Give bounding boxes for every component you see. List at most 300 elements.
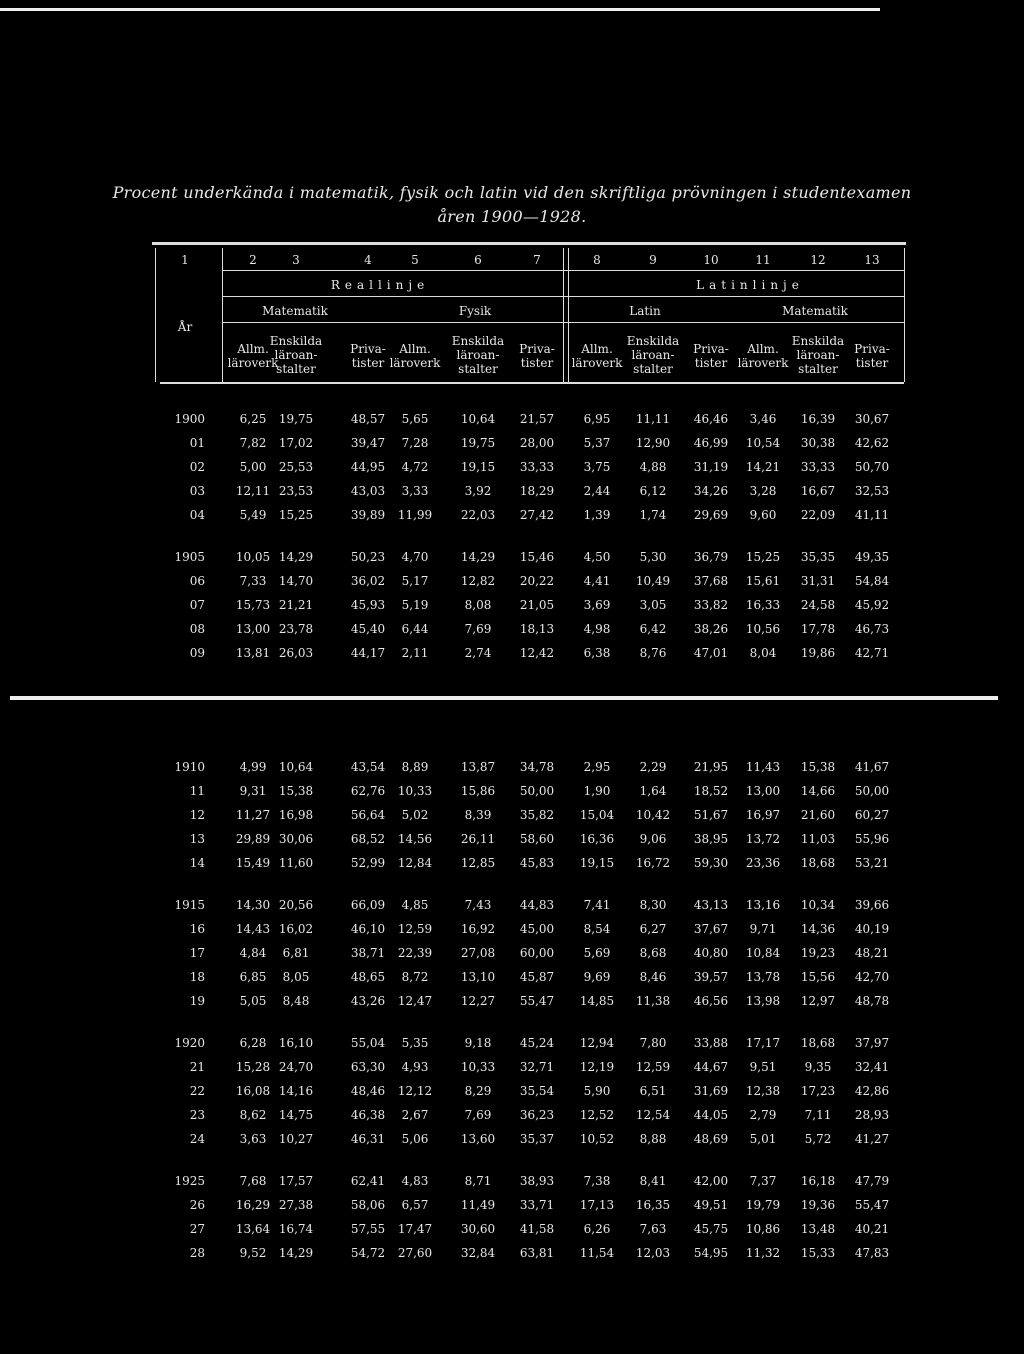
table-title-line1: Procent underkända i matematik, fysik och latin vid den skriftliga prövningen i studentexamen <box>112 183 912 202</box>
bottom-row-cell: 40,80 <box>693 946 729 960</box>
bottom-row-cell: 12,59 <box>635 1060 671 1074</box>
top-row-cell: 5,65 <box>401 412 429 426</box>
top-row-cell: 15,73 <box>235 598 271 612</box>
top-row-cell: 19,86 <box>800 646 836 660</box>
bottom-row-cell: 19,15 <box>579 856 615 870</box>
top-row-year: 04 <box>189 508 205 522</box>
bottom-row-cell: 50,00 <box>854 784 890 798</box>
bottom-row-year: 1925 <box>174 1174 205 1188</box>
bottom-row-cell: 41,58 <box>519 1222 555 1236</box>
bottom-row-cell: 60,27 <box>854 808 890 822</box>
bottom-row-cell: 9,69 <box>583 970 611 984</box>
top-row-cell: 48,57 <box>350 412 386 426</box>
top-row-cell: 14,70 <box>278 574 314 588</box>
top-row-cell: 7,28 <box>401 436 429 450</box>
bottom-row-cell: 8,68 <box>639 946 667 960</box>
bottom-row-cell: 39,57 <box>693 970 729 984</box>
bottom-row-cell: 35,37 <box>519 1132 555 1146</box>
bottom-row-cell: 8,29 <box>464 1084 492 1098</box>
bottom-row-year: 11 <box>189 784 205 798</box>
top-row-cell: 42,71 <box>854 646 890 660</box>
bottom-row-cell: 5,90 <box>583 1084 611 1098</box>
bottom-row-cell: 12,12 <box>397 1084 433 1098</box>
bottom-row-cell: 14,29 <box>278 1246 314 1260</box>
top-row-cell: 9,60 <box>749 508 777 522</box>
top-row-cell: 7,69 <box>464 622 492 636</box>
bottom-row-cell: 41,67 <box>854 760 890 774</box>
bottom-row-year: 1915 <box>174 898 205 912</box>
bottom-row-cell: 7,37 <box>749 1174 777 1188</box>
top-row-cell: 50,70 <box>854 460 890 474</box>
top-row-cell: 14,21 <box>745 460 781 474</box>
bottom-row-cell: 8,54 <box>583 922 611 936</box>
top-row-cell: 11,99 <box>397 508 433 522</box>
bottom-row-cell: 26,11 <box>460 832 496 846</box>
top-row-cell: 5,30 <box>639 550 667 564</box>
top-row-cell: 44,17 <box>350 646 386 660</box>
bottom-row-cell: 58,06 <box>350 1198 386 1212</box>
subject-header-matematik: Matematik <box>262 304 328 318</box>
top-row-cell: 35,35 <box>800 550 836 564</box>
column-number: 11 <box>755 253 771 267</box>
bottom-row-cell: 17,57 <box>278 1174 314 1188</box>
bottom-row-cell: 40,19 <box>854 922 890 936</box>
bottom-row-cell: 42,70 <box>854 970 890 984</box>
bottom-row-cell: 47,83 <box>854 1246 890 1260</box>
top-row-cell: 15,25 <box>745 550 781 564</box>
top-row-cell: 42,62 <box>854 436 890 450</box>
bottom-row-cell: 40,21 <box>854 1222 890 1236</box>
bottom-row-cell: 24,70 <box>278 1060 314 1074</box>
bottom-row-cell: 13,60 <box>460 1132 496 1146</box>
top-row-cell: 1,74 <box>639 508 667 522</box>
top-row-cell: 6,44 <box>401 622 429 636</box>
bottom-row-cell: 6,57 <box>401 1198 429 1212</box>
bottom-row-cell: 9,51 <box>749 1060 777 1074</box>
top-row-cell: 30,38 <box>800 436 836 450</box>
bottom-row-year: 26 <box>189 1198 205 1212</box>
bottom-row-cell: 54,95 <box>693 1246 729 1260</box>
bottom-row-cell: 16,35 <box>635 1198 671 1212</box>
bottom-row-cell: 10,34 <box>800 898 836 912</box>
header-vline <box>155 248 156 382</box>
bottom-row-cell: 11,43 <box>745 760 781 774</box>
bottom-row-cell: 48,21 <box>854 946 890 960</box>
bottom-row-cell: 39,66 <box>854 898 890 912</box>
top-row-cell: 8,08 <box>464 598 492 612</box>
bottom-row-year: 12 <box>189 808 205 822</box>
top-row-cell: 2,74 <box>464 646 492 660</box>
bottom-row-year: 21 <box>189 1060 205 1074</box>
top-row-cell: 13,81 <box>235 646 271 660</box>
sub-header: Priva- tister <box>519 342 555 370</box>
bottom-row-cell: 12,54 <box>635 1108 671 1122</box>
top-row-cell: 5,49 <box>239 508 267 522</box>
bottom-row-cell: 6,51 <box>639 1084 667 1098</box>
bottom-row-cell: 11,27 <box>235 808 271 822</box>
bottom-row-cell: 11,49 <box>460 1198 496 1212</box>
bottom-row-cell: 12,84 <box>397 856 433 870</box>
subject-header-latin: Latin <box>629 304 661 318</box>
bottom-row-year: 24 <box>189 1132 205 1146</box>
bottom-row-cell: 21,95 <box>693 760 729 774</box>
top-row-cell: 27,42 <box>519 508 555 522</box>
bottom-row-cell: 13,72 <box>745 832 781 846</box>
bottom-row-cell: 4,99 <box>239 760 267 774</box>
column-number: 1 <box>181 253 189 267</box>
bottom-row-cell: 68,52 <box>350 832 386 846</box>
bottom-row-cell: 33,71 <box>519 1198 555 1212</box>
bottom-row-cell: 45,87 <box>519 970 555 984</box>
bottom-row-cell: 4,93 <box>401 1060 429 1074</box>
top-row-cell: 8,04 <box>749 646 777 660</box>
bottom-row-cell: 66,09 <box>350 898 386 912</box>
top-row-cell: 30,67 <box>854 412 890 426</box>
bottom-row-cell: 16,10 <box>278 1036 314 1050</box>
bottom-row-cell: 19,79 <box>745 1198 781 1212</box>
bottom-row-cell: 6,85 <box>239 970 267 984</box>
top-row-cell: 46,46 <box>693 412 729 426</box>
bottom-row-cell: 12,94 <box>579 1036 615 1050</box>
top-row-cell: 4,72 <box>401 460 429 474</box>
top-row-cell: 33,33 <box>800 460 836 474</box>
bottom-row-cell: 48,46 <box>350 1084 386 1098</box>
column-number: 4 <box>364 253 372 267</box>
bottom-row-cell: 38,93 <box>519 1174 555 1188</box>
bottom-row-cell: 55,04 <box>350 1036 386 1050</box>
bottom-row-cell: 46,56 <box>693 994 729 1008</box>
table-title-line2: åren 1900—1928. <box>437 207 587 226</box>
bottom-row-cell: 20,56 <box>278 898 314 912</box>
bottom-row-cell: 11,03 <box>800 832 836 846</box>
top-row-cell: 6,42 <box>639 622 667 636</box>
top-row-cell: 13,00 <box>235 622 271 636</box>
bottom-row-cell: 27,08 <box>460 946 496 960</box>
top-row-cell: 54,84 <box>854 574 890 588</box>
bottom-row-cell: 7,80 <box>639 1036 667 1050</box>
bottom-row-cell: 8,39 <box>464 808 492 822</box>
bottom-row-cell: 11,38 <box>635 994 671 1008</box>
top-row-cell: 45,40 <box>350 622 386 636</box>
top-row-cell: 18,13 <box>519 622 555 636</box>
top-row-cell: 16,67 <box>800 484 836 498</box>
bottom-row-cell: 13,78 <box>745 970 781 984</box>
top-row-cell: 4,98 <box>583 622 611 636</box>
bottom-row-cell: 8,30 <box>639 898 667 912</box>
bottom-row-year: 28 <box>189 1246 205 1260</box>
top-rule <box>0 8 880 11</box>
bottom-row-cell: 10,64 <box>278 760 314 774</box>
bottom-row-cell: 45,24 <box>519 1036 555 1050</box>
bottom-row-cell: 6,28 <box>239 1036 267 1050</box>
bottom-row-cell: 1,90 <box>583 784 611 798</box>
top-row-cell: 1,39 <box>583 508 611 522</box>
top-row-cell: 33,33 <box>519 460 555 474</box>
bottom-row-cell: 15,38 <box>278 784 314 798</box>
bottom-row-cell: 4,84 <box>239 946 267 960</box>
bottom-row-cell: 30,06 <box>278 832 314 846</box>
bottom-row-cell: 16,02 <box>278 922 314 936</box>
top-row-cell: 46,99 <box>693 436 729 450</box>
top-row-cell: 4,70 <box>401 550 429 564</box>
bottom-row-cell: 54,72 <box>350 1246 386 1260</box>
bottom-row-cell: 16,74 <box>278 1222 314 1236</box>
bottom-row-cell: 11,32 <box>745 1246 781 1260</box>
top-row-cell: 15,61 <box>745 574 781 588</box>
bottom-row-cell: 45,83 <box>519 856 555 870</box>
bottom-row-cell: 14,75 <box>278 1108 314 1122</box>
bottom-row-cell: 8,89 <box>401 760 429 774</box>
bottom-row-cell: 58,60 <box>519 832 555 846</box>
bottom-row-cell: 14,30 <box>235 898 271 912</box>
top-row-cell: 41,11 <box>854 508 890 522</box>
bottom-row-cell: 56,64 <box>350 808 386 822</box>
top-row-cell: 21,21 <box>278 598 314 612</box>
bottom-row-cell: 45,75 <box>693 1222 729 1236</box>
bottom-row-cell: 8,05 <box>282 970 310 984</box>
top-row-cell: 3,46 <box>749 412 777 426</box>
top-row-cell: 23,53 <box>278 484 314 498</box>
bottom-row-cell: 50,00 <box>519 784 555 798</box>
bottom-row-cell: 10,27 <box>278 1132 314 1146</box>
bottom-row-cell: 27,38 <box>278 1198 314 1212</box>
bottom-row-cell: 13,64 <box>235 1222 271 1236</box>
top-row-cell: 3,05 <box>639 598 667 612</box>
bottom-row-cell: 48,78 <box>854 994 890 1008</box>
bottom-row-cell: 43,13 <box>693 898 729 912</box>
top-row-year: 09 <box>189 646 205 660</box>
top-row-cell: 12,90 <box>635 436 671 450</box>
top-row-cell: 22,09 <box>800 508 836 522</box>
subject-header-fysik: Fysik <box>458 304 492 318</box>
bottom-row-cell: 36,23 <box>519 1108 555 1122</box>
bottom-row-cell: 7,68 <box>239 1174 267 1188</box>
bottom-row-cell: 7,11 <box>804 1108 832 1122</box>
top-row-cell: 28,00 <box>519 436 555 450</box>
bottom-row-cell: 17,17 <box>745 1036 781 1050</box>
bottom-row-cell: 29,89 <box>235 832 271 846</box>
bottom-row-cell: 7,43 <box>464 898 492 912</box>
sub-header: Enskilda läroan- stalter <box>791 334 845 376</box>
top-row-cell: 11,11 <box>635 412 671 426</box>
bottom-row-cell: 5,05 <box>239 994 267 1008</box>
bottom-row-cell: 7,41 <box>583 898 611 912</box>
column-number: 9 <box>649 253 657 267</box>
top-row-cell: 12,42 <box>519 646 555 660</box>
top-row-cell: 26,03 <box>278 646 314 660</box>
bottom-row-cell: 35,54 <box>519 1084 555 1098</box>
top-row-cell: 8,76 <box>639 646 667 660</box>
bottom-row-cell: 16,18 <box>800 1174 836 1188</box>
bottom-row-cell: 10,33 <box>397 784 433 798</box>
group-header-reallinje: Reallinje <box>330 278 430 292</box>
top-row-cell: 15,25 <box>278 508 314 522</box>
subject-header-matematik-latinlinje: Matematik <box>782 304 848 318</box>
bottom-row-cell: 38,95 <box>693 832 729 846</box>
top-row-cell: 17,02 <box>278 436 314 450</box>
bottom-row-cell: 9,31 <box>239 784 267 798</box>
bottom-row-cell: 14,85 <box>579 994 615 1008</box>
bottom-row-cell: 38,71 <box>350 946 386 960</box>
top-row-cell: 6,12 <box>639 484 667 498</box>
bottom-row-cell: 12,97 <box>800 994 836 1008</box>
bottom-row-cell: 59,30 <box>693 856 729 870</box>
column-number: 7 <box>533 253 541 267</box>
bottom-row-cell: 19,36 <box>800 1198 836 1212</box>
top-row-cell: 19,75 <box>460 436 496 450</box>
bottom-row-year: 1920 <box>174 1036 205 1050</box>
top-row-cell: 21,57 <box>519 412 555 426</box>
top-row-cell: 5,37 <box>583 436 611 450</box>
bottom-row-cell: 14,56 <box>397 832 433 846</box>
bottom-row-cell: 15,04 <box>579 808 615 822</box>
bottom-row-cell: 9,52 <box>239 1246 267 1260</box>
top-row-cell: 31,31 <box>800 574 836 588</box>
column-number: 6 <box>474 253 482 267</box>
top-row-cell: 16,39 <box>800 412 836 426</box>
bottom-row-cell: 49,51 <box>693 1198 729 1212</box>
bottom-row-cell: 10,52 <box>579 1132 615 1146</box>
bottom-row-cell: 42,00 <box>693 1174 729 1188</box>
column-number: 13 <box>864 253 880 267</box>
top-row-cell: 46,73 <box>854 622 890 636</box>
bottom-row-cell: 5,06 <box>401 1132 429 1146</box>
bottom-row-cell: 5,69 <box>583 946 611 960</box>
bottom-row-cell: 62,76 <box>350 784 386 798</box>
bottom-row-cell: 8,72 <box>401 970 429 984</box>
bottom-row-cell: 33,88 <box>693 1036 729 1050</box>
top-row-cell: 3,33 <box>401 484 429 498</box>
bottom-row-cell: 27,60 <box>397 1246 433 1260</box>
column-number: 10 <box>703 253 719 267</box>
top-row-year: 07 <box>189 598 205 612</box>
top-row-cell: 4,88 <box>639 460 667 474</box>
bottom-row-year: 23 <box>189 1108 205 1122</box>
bottom-row-cell: 15,86 <box>460 784 496 798</box>
top-row-cell: 10,05 <box>235 550 271 564</box>
top-row-cell: 16,33 <box>745 598 781 612</box>
bottom-row-cell: 12,19 <box>579 1060 615 1074</box>
top-row-cell: 39,47 <box>350 436 386 450</box>
top-row-cell: 21,05 <box>519 598 555 612</box>
bottom-row-cell: 42,86 <box>854 1084 890 1098</box>
bottom-row-cell: 2,67 <box>401 1108 429 1122</box>
bottom-row-cell: 15,49 <box>235 856 271 870</box>
top-row-cell: 39,89 <box>350 508 386 522</box>
bottom-row-cell: 53,21 <box>854 856 890 870</box>
bottom-row-cell: 12,47 <box>397 994 433 1008</box>
top-row-cell: 23,78 <box>278 622 314 636</box>
top-row-cell: 3,69 <box>583 598 611 612</box>
top-row-cell: 15,46 <box>519 550 555 564</box>
top-row-cell: 7,33 <box>239 574 267 588</box>
column-number: 3 <box>292 253 300 267</box>
bottom-row-cell: 35,82 <box>519 808 555 822</box>
top-row-year: 02 <box>189 460 205 474</box>
bottom-row-year: 19 <box>189 994 205 1008</box>
bottom-row-cell: 12,38 <box>745 1084 781 1098</box>
bottom-row-cell: 52,99 <box>350 856 386 870</box>
top-row-cell: 7,82 <box>239 436 267 450</box>
top-row-cell: 47,01 <box>693 646 729 660</box>
top-row-cell: 33,82 <box>693 598 729 612</box>
bottom-row-cell: 7,63 <box>639 1222 667 1236</box>
top-row-cell: 34,26 <box>693 484 729 498</box>
bottom-row-cell: 37,67 <box>693 922 729 936</box>
bottom-row-cell: 16,72 <box>635 856 671 870</box>
top-row-cell: 5,17 <box>401 574 429 588</box>
bottom-row-cell: 7,69 <box>464 1108 492 1122</box>
bottom-row-cell: 46,31 <box>350 1132 386 1146</box>
top-row-cell: 10,56 <box>745 622 781 636</box>
top-row-cell: 36,79 <box>693 550 729 564</box>
bottom-row-cell: 43,26 <box>350 994 386 1008</box>
top-row-cell: 6,38 <box>583 646 611 660</box>
top-row-cell: 3,28 <box>749 484 777 498</box>
bottom-row-year: 16 <box>189 922 205 936</box>
bottom-row-cell: 51,67 <box>693 808 729 822</box>
top-row-cell: 4,41 <box>583 574 611 588</box>
top-row-cell: 10,64 <box>460 412 496 426</box>
bottom-row-cell: 60,00 <box>519 946 555 960</box>
bottom-row-cell: 6,81 <box>282 946 310 960</box>
top-row-cell: 29,69 <box>693 508 729 522</box>
top-row-cell: 12,82 <box>460 574 496 588</box>
top-row-cell: 50,23 <box>350 550 386 564</box>
bottom-row-cell: 4,83 <box>401 1174 429 1188</box>
bottom-row-cell: 5,35 <box>401 1036 429 1050</box>
top-row-year: 03 <box>189 484 205 498</box>
column-number: 12 <box>810 253 826 267</box>
top-row-cell: 37,68 <box>693 574 729 588</box>
column-number: 5 <box>411 253 419 267</box>
bottom-row-cell: 4,85 <box>401 898 429 912</box>
top-row-cell: 18,29 <box>519 484 555 498</box>
mid-rule <box>10 696 998 700</box>
bottom-row-cell: 62,41 <box>350 1174 386 1188</box>
bottom-row-cell: 7,38 <box>583 1174 611 1188</box>
top-row-cell: 44,95 <box>350 460 386 474</box>
bottom-row-cell: 6,27 <box>639 922 667 936</box>
bottom-row-cell: 11,54 <box>579 1246 615 1260</box>
bottom-row-cell: 47,79 <box>854 1174 890 1188</box>
bottom-row-cell: 41,27 <box>854 1132 890 1146</box>
bottom-row-cell: 13,16 <box>745 898 781 912</box>
bottom-row-cell: 10,84 <box>745 946 781 960</box>
bottom-row-cell: 12,52 <box>579 1108 615 1122</box>
bottom-row-cell: 10,86 <box>745 1222 781 1236</box>
bottom-row-cell: 44,67 <box>693 1060 729 1074</box>
bottom-row-cell: 8,41 <box>639 1174 667 1188</box>
sub-header: Allm. läroverk <box>389 342 441 370</box>
bottom-row-cell: 28,93 <box>854 1108 890 1122</box>
top-row-cell: 45,93 <box>350 598 386 612</box>
bottom-row-cell: 30,60 <box>460 1222 496 1236</box>
bottom-row-cell: 55,96 <box>854 832 890 846</box>
bottom-row-cell: 11,60 <box>278 856 314 870</box>
bottom-row-cell: 14,66 <box>800 784 836 798</box>
bottom-row-year: 18 <box>189 970 205 984</box>
bottom-row-cell: 9,18 <box>464 1036 492 1050</box>
bottom-row-cell: 55,47 <box>854 1198 890 1212</box>
sub-header: Priva- tister <box>693 342 729 370</box>
top-row-cell: 45,92 <box>854 598 890 612</box>
top-row-year: 1900 <box>174 412 205 426</box>
bottom-row-year: 22 <box>189 1084 205 1098</box>
bottom-row-cell: 31,69 <box>693 1084 729 1098</box>
bottom-row-cell: 13,98 <box>745 994 781 1008</box>
bottom-row-cell: 1,64 <box>639 784 667 798</box>
